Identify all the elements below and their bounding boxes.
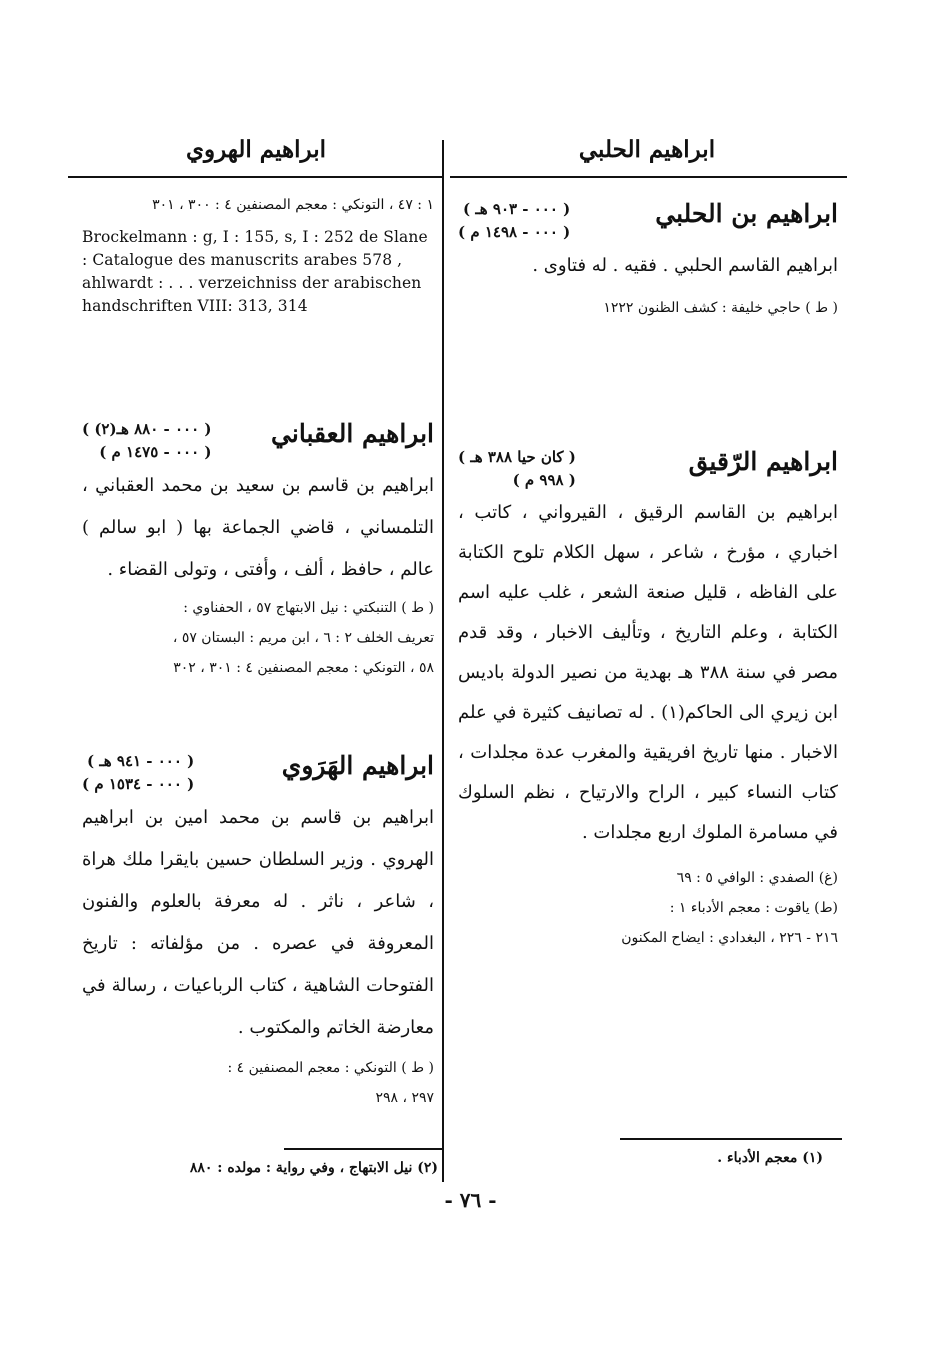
entry-sources (82, 593, 434, 683)
source-line: ٢٩٧ ، ٢٩٨ (375, 1090, 434, 1106)
continued-source-line: ١ : ٤٧ ، التونكي : معجم المصنفين ٤ : ٣٠٠ ، ٣٠١ (152, 197, 434, 213)
source-line: ( ط ) حاجي خليفة : كشف الظنون ١٢٢٢ (603, 300, 838, 316)
entry-name: ابراهيم الهَرَوي (281, 751, 434, 780)
latin-references: Brockelmann : g, I : 155, s, I : 252 de Slane : Catalogue des manuscrits arabes 578 , ahlwardt : . . . verzeichniss der arabischen handschriften VIII: 313, 314 (82, 228, 428, 315)
header-rule-right (450, 176, 847, 178)
hijri-date: ( ٠٠٠ - ٩٠٣ هـ ) (463, 200, 571, 218)
source-line: (ط) ياقوت : معجم الأدباء ١ : (669, 900, 838, 916)
gregorian-date: ( ٠٠٠ - ١٤٧٥ م ) (99, 442, 212, 461)
footnote-rule-left (284, 1148, 442, 1150)
entry-ibrahim-al-raqiq (458, 446, 838, 953)
entry-heading (82, 750, 434, 795)
entry-ibrahim-al-uqbani (82, 418, 434, 683)
left-column-header: ابراهيم الهروي (185, 136, 327, 163)
entry-biography: ابراهيم بن قاسم بن محمد امين بن ابراهيم الهروي . وزير السلطان حسين بايقرا ملك هراة ، شاعر ، ناثر . له معرفة بالعلوم والفنون المعروفة في عصره . من مؤلفاته : تاريخ الفتوحات الشاهية ، كتاب الرباعيات ، رسالة في معارضة الخاتم والمكتوب . (82, 807, 434, 1038)
source-line: ٥٨ ، التونكي : معجم المصنفين ٤ : ٣٠١ ، ٣٠٢ (173, 660, 434, 676)
source-line: ٢١٦ - ٢٢٦ ، البغدادي : ايضاح المكنون (621, 930, 838, 946)
footnote-left: (٢) نيل الابتهاج ، وفي رواية : مولده : ٨٨٠ (189, 1160, 438, 1176)
gregorian-date: ( ٩٩٨ م ) (512, 470, 576, 489)
entry-dates (82, 750, 194, 795)
entry-biography: ابراهيم بن قاسم بن سعيد بن محمد العقباني ، التلمساني ، قاضي الجماعة بها ( ابو سالم ) عالم ، حافظ ، ألف ، وأفتى ، وتولى القضاء . (82, 475, 434, 580)
footnote-rule-right (620, 1138, 842, 1140)
source-line: ( ط ) التنبكتي : نيل الابتهاج ٥٧ ، الحفناوي : (183, 600, 434, 616)
source-line: تعريف الخلف ٢ : ٦ ، ابن مريم : البستان ٥٧ ، (172, 630, 434, 646)
column-divider (442, 140, 444, 1182)
entry-ibrahim-al-harawi (82, 750, 434, 1113)
entry-sources (82, 1053, 434, 1113)
right-column-header: ابراهيم الحلبي (578, 136, 716, 163)
page-number: - ٧٦ - (444, 1188, 497, 1212)
header-rule-left (68, 176, 442, 178)
gregorian-date: ( ٠٠٠ - ١٤٩٨ م ) (458, 222, 571, 241)
entry-heading (82, 418, 434, 463)
entry-sources (458, 293, 838, 323)
entry-ibrahim-al-halabi (458, 198, 838, 323)
source-line: ( ط ) التونكي : معجم المصنفين ٤ : (227, 1060, 434, 1076)
entry-name: ابراهيم بن الحلبي (655, 199, 838, 228)
hijri-date: ( كان حيا ٣٨٨ هـ ) (458, 448, 576, 466)
entry-dates (458, 446, 576, 491)
entry-dates (458, 198, 570, 243)
entry-heading (458, 198, 838, 243)
footnote-right: (١) معجم الأدباء . (717, 1150, 823, 1166)
hijri-date: ( ٠٠٠ - ٩٤١ هـ ) (87, 752, 195, 770)
entry-sources (458, 863, 838, 953)
entry-name: ابراهيم الرّقيق (688, 447, 838, 476)
gregorian-date: ( ٠٠٠ - ١٥٣٤ م ) (82, 774, 195, 793)
entry-dates (82, 418, 211, 463)
entry-biography: ابراهيم بن القاسم الرقيق ، القيرواني ، كاتب ، اخباري ، مؤرخ ، شاعر ، سهل الكلام تلوح الكتابة على الفاظه ، قليل صنعة الشعر ، غلب عليه اسم الكتابة ، وعلم التاريخ ، وتأليف الاخبار ، وقد قدم مصر في سنة ٣٨٨ هـ بهدية من نصير الدولة باديس ابن زيري الى الحاكم(١) . له تصانيف كثيرة في علم الاخبار . منها تاريخ افريقية والمغرب عدة مجلدات ، كتاب النساء كبير ، الراح والارتياح ، نظم السلوك في مسامرة الملوك اربع مجلدات . (458, 502, 839, 843)
entry-biography: ابراهيم القاسم الحلبي . فقيه . له فتاوى . (532, 255, 838, 276)
source-line: (غ) الصفدي : الوافي ٥ : ٦٩ (676, 870, 838, 886)
continued-references (82, 190, 434, 318)
hijri-date: ( ٠٠٠ - ٨٨٠ هـ(٢) ) (82, 420, 212, 438)
entry-heading (458, 446, 838, 491)
entry-name: ابراهيم العقباني (271, 419, 434, 448)
